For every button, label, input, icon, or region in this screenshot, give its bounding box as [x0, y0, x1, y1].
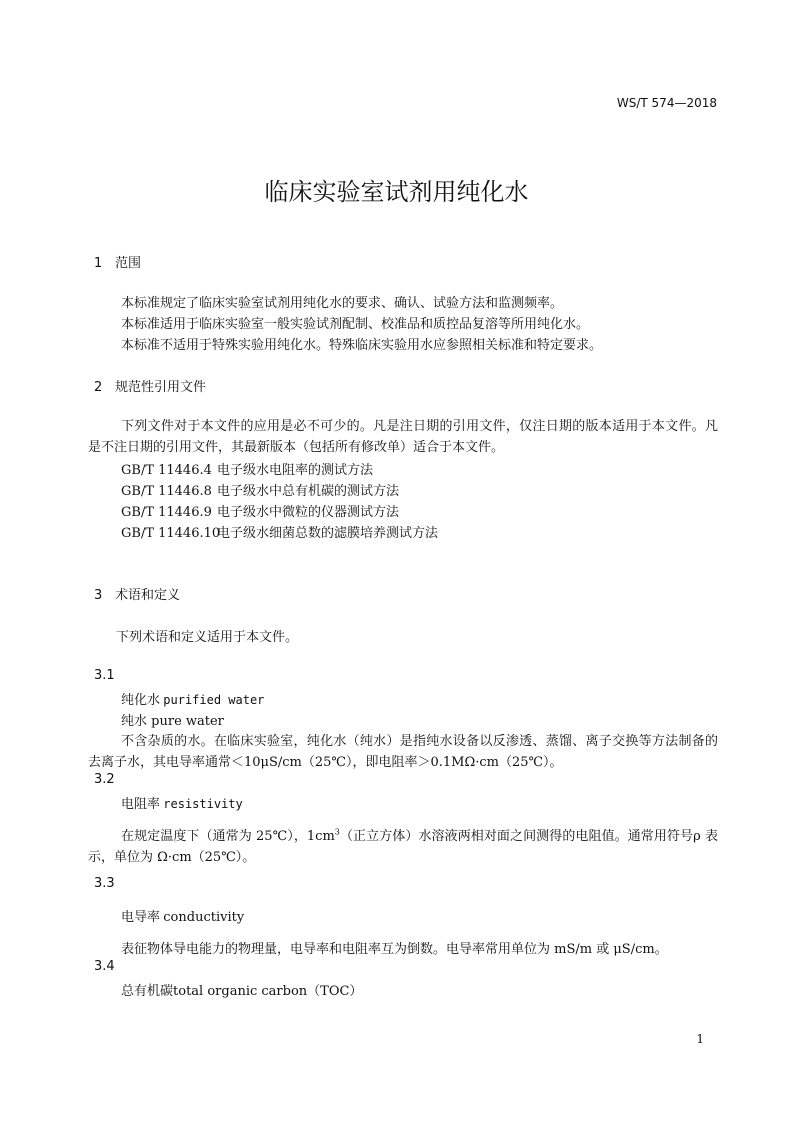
section-number: 3 [94, 588, 103, 603]
term-number: 3.3 [94, 876, 115, 891]
section-3-heading [94, 584, 180, 603]
document-title: 临床实验室试剂用纯化水 [264, 178, 529, 206]
synonym-chinese: 纯水 [121, 714, 148, 729]
term-heading [121, 689, 264, 708]
page-number: 1 [696, 1032, 704, 1046]
term-english: resistivity [163, 797, 243, 811]
term-synonym [121, 710, 224, 729]
term-definition [88, 731, 718, 773]
term-number: 3.2 [94, 772, 115, 787]
section-number: 2 [94, 380, 103, 395]
section-title: 范围 [115, 256, 142, 271]
paragraph: 本标准规定了临床实验室试剂用纯化水的要求、确认、试验方法和监测频率。 [121, 296, 564, 311]
definition-text [88, 829, 718, 865]
term-number: 3.1 [94, 668, 115, 683]
section-number: 1 [94, 256, 103, 271]
reference-code: GB/T 11446.8 [121, 484, 212, 499]
section-2-intro [88, 416, 718, 458]
term-chinese: 电阻率 [121, 797, 161, 812]
section-title: 规范性引用文件 [115, 380, 207, 395]
term-english: conductivity [163, 910, 245, 925]
reference-title: 电子级水细菌总数的滤膜培养测试方法 [217, 526, 439, 541]
paragraph: 本标准不适用于特殊实验用纯化水。特殊临床实验用水应参照相关标准和特定要求。 [121, 338, 603, 353]
reference-title: 电子级水中总有机碳的测试方法 [217, 484, 400, 499]
section-2-heading [94, 376, 206, 395]
term-heading [121, 980, 362, 999]
standard-number: WS/T 574—2018 [616, 96, 717, 110]
term-definition [88, 822, 718, 868]
term-english: purified water [163, 693, 265, 707]
reference-code: GB/T 11446.10 [121, 526, 221, 541]
reference-title: 电子级水中微粒的仪器测试方法 [217, 505, 400, 520]
reference-item [121, 522, 438, 541]
term-english: total organic carbon（TOC） [173, 984, 363, 999]
term-chinese: 总有机碳 [121, 984, 174, 999]
reference-item [121, 459, 373, 478]
reference-title: 电子级水电阻率的测试方法 [217, 463, 374, 478]
paragraph: 下列文件对于本文件的应用是必不可少的。凡是注日期的引用文件，仅注日期的版本适用于本文件。凡是不注日期的引用文件，其最新版本（包括所有修改单）适合于本文件。 [88, 419, 718, 455]
definition-part-a: 在规定温度下（通常为 25℃），1cm [121, 829, 335, 845]
term-chinese: 电导率 [121, 910, 161, 925]
term-chinese: 纯化水 [121, 693, 161, 708]
term-definition: 表征物体导电能力的物理量，电导率和电阻率互为倒数。电导率常用单位为 mS/m 或 μS/cm。 [121, 942, 668, 957]
term-heading [121, 906, 244, 925]
section-1-heading [94, 252, 141, 271]
section-title: 术语和定义 [115, 588, 181, 603]
reference-code: GB/T 11446.9 [121, 505, 212, 520]
reference-item [121, 501, 399, 520]
definition-text: 不含杂质的水。在临床实验室，纯化水（纯水）是指纯水设备以反渗透、蒸馏、离子交换等方法制备的去离子水，其电导率通常＜10μS/cm（25℃），即电阻率＞0.1MΩ·cm（25℃）。 [88, 734, 718, 770]
synonym-english: pure water [151, 714, 224, 729]
section-3-intro: 下列术语和定义适用于本文件。 [116, 630, 299, 645]
paragraph: 本标准适用于临床实验室一般实验试剂配制、校准品和质控品复溶等所用纯化水。 [121, 317, 590, 332]
reference-item [121, 480, 399, 499]
definition-part-b: （正立方体）水溶液两相对面之间测得的电阻值。通常用符号ρ 表示，单位为 Ω·cm（25℃）。 [88, 829, 718, 866]
reference-code: GB/T 11446.4 [121, 463, 212, 478]
superscript: 3 [334, 828, 340, 837]
term-heading [121, 793, 243, 812]
term-number: 3.4 [94, 959, 115, 974]
